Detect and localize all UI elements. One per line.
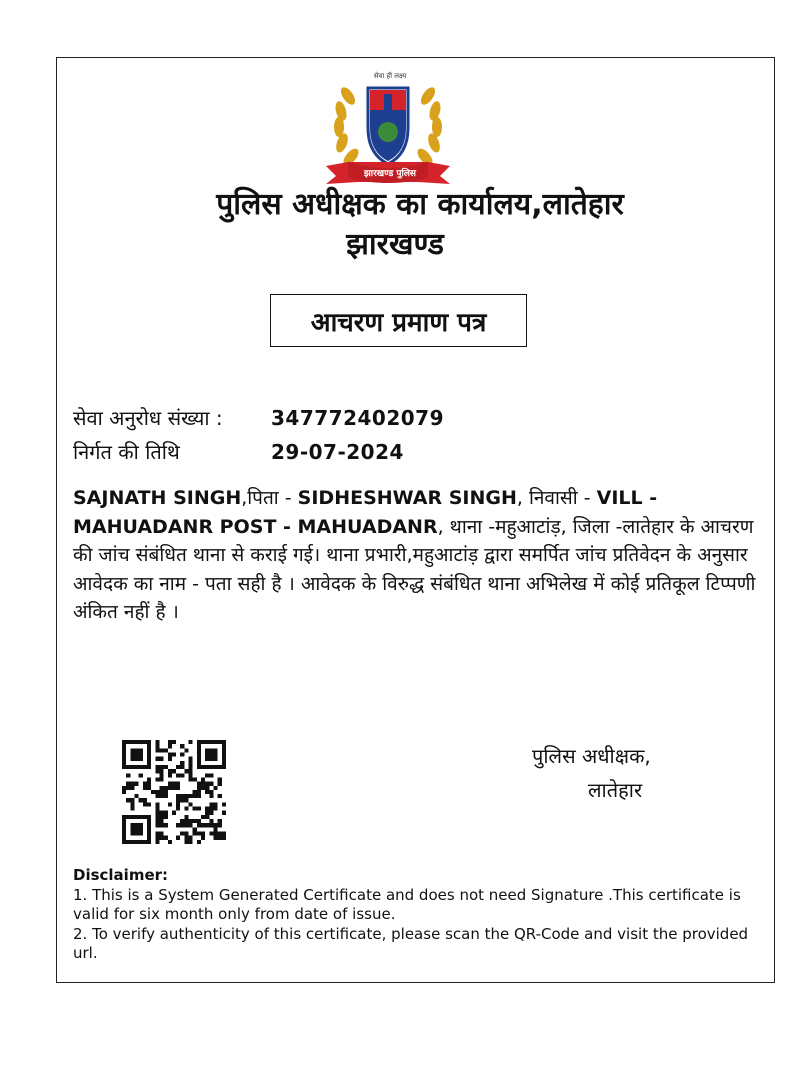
signature-designation: पुलिस अधीक्षक, xyxy=(532,744,651,768)
emblem-motto: सेवा ही लक्ष्य xyxy=(373,72,407,80)
disclaimer xyxy=(73,866,763,964)
signature-block xyxy=(532,742,651,804)
disclaimer-item-2: 2. To verify authenticity of this certificate, please scan the QR-Code and visit the provided url. xyxy=(73,924,749,962)
certificate-body xyxy=(73,484,763,627)
emblem-ribbon-text: झारखण्ड पुलिस xyxy=(363,169,417,179)
issue-date-row xyxy=(73,438,404,466)
signature-location: लातेहार xyxy=(588,778,643,802)
request-number-label: सेवा अनुरोध संख्या : xyxy=(73,406,223,430)
disclaimer-title: Disclaimer: xyxy=(73,866,169,884)
resident-prefix: , निवासी - xyxy=(516,487,591,509)
qr-code-icon[interactable] xyxy=(122,740,226,844)
applicant-address: VILL - MAHUADANR POST - MAHUADANR xyxy=(73,487,658,538)
certificate-heading: आचरण प्रमाण पत्र xyxy=(270,294,527,347)
request-number-row xyxy=(73,404,444,432)
father-name: SIDHESHWAR SINGH xyxy=(297,487,517,509)
state-name: झारखण्ड xyxy=(346,227,444,262)
request-number-value: 347772402079 xyxy=(271,406,444,430)
issue-date-value: 29-07-2024 xyxy=(271,440,404,464)
issue-date-label: निर्गत की तिथि xyxy=(73,440,180,464)
office-title: पुलिस अधीक्षक का कार्यालय,लातेहार xyxy=(216,187,624,222)
disclaimer-item-1: 1. This is a System Generated Certificate and does not need Signature .This certificate is valid for six month only from date of issue. xyxy=(73,885,741,923)
body-text: , थाना -महुआटांड़, जिला -लातेहार के आचरण की जांच संबंधित थाना से कराई गई। थाना प्रभारी,महुआटांड़ द्वारा समर्पित जांच प्रतिवेदन के अनुसार आवेदक का नाम - पता सही है । आवेदक के विरुद्ध संबंधित थाना अभिलेख में कोई प्रतिकूल टिप्पणी अंकित नहीं है । xyxy=(73,515,756,623)
applicant-name: SAJNATH SINGH xyxy=(73,487,242,509)
father-prefix: ,पिता - xyxy=(241,487,298,509)
